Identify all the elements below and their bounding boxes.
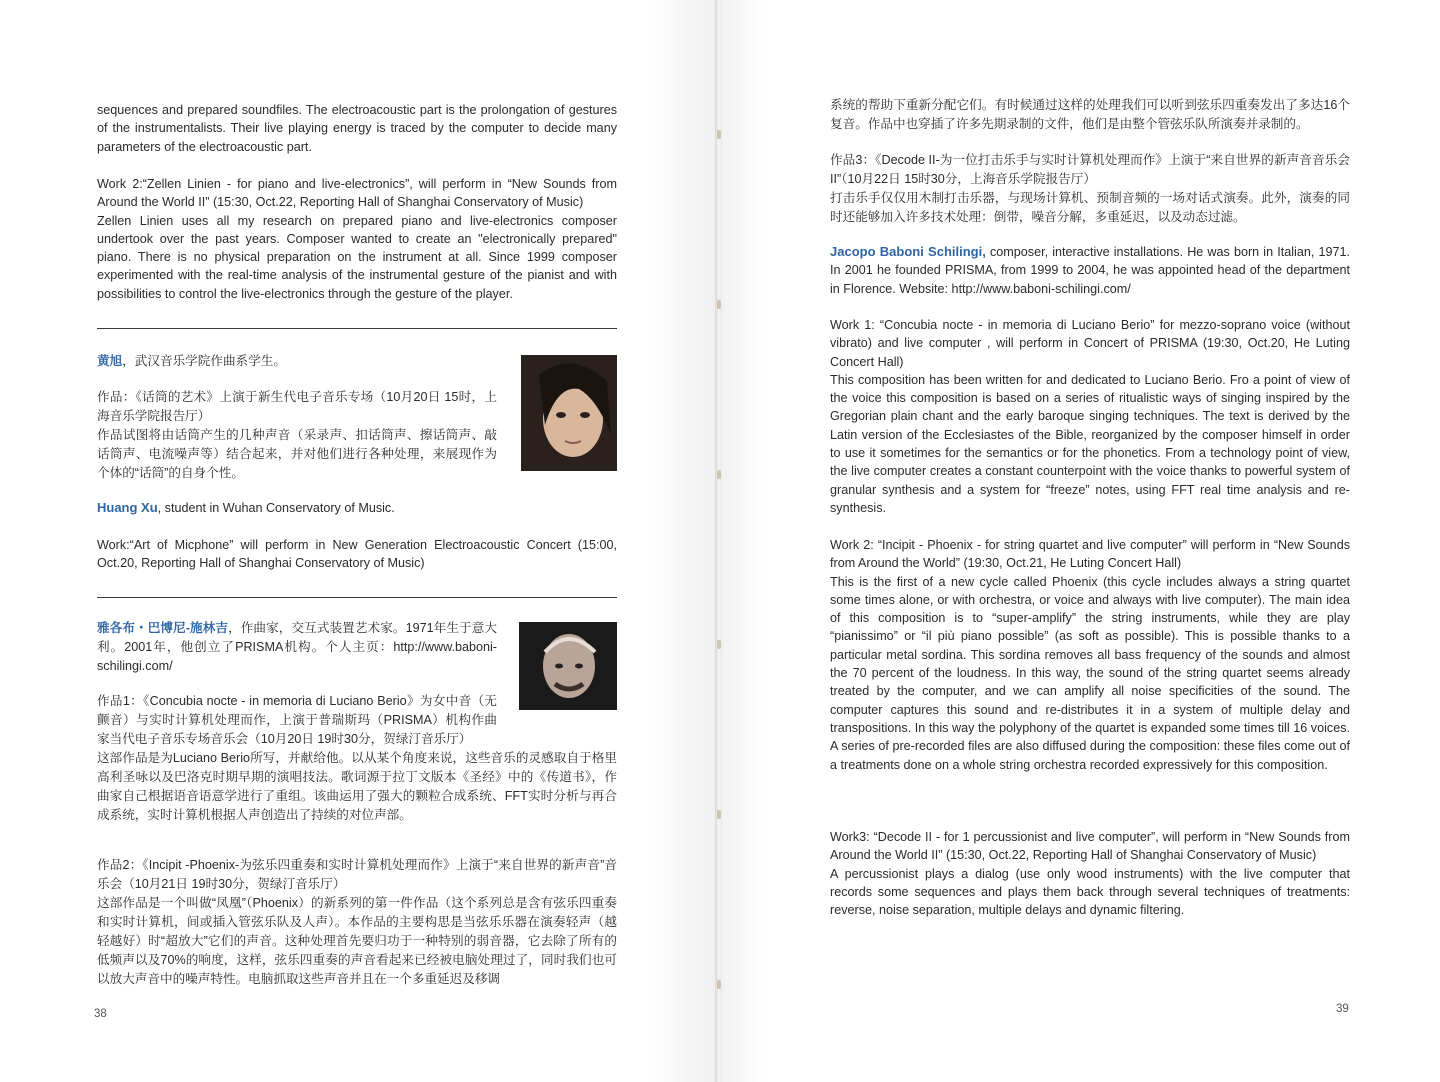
right-page <box>722 0 1440 1082</box>
continuation-zh: 系统的帮助下重新分配它们。有时候通过这样的处理我们可以听到弦乐四重奏发出了多达16个复音。作品中也穿插了许多先期录制的文件，他们是由整个管弦乐队所演奏并录制的。 <box>830 98 1350 131</box>
jacopo-name-en: Jacopo Baboni Schilingi, <box>830 244 986 259</box>
stitch-mark <box>717 470 721 479</box>
stitch-mark <box>717 640 721 649</box>
stitch-mark <box>717 810 721 819</box>
work3-desc-zh: 打击乐手仅仅用木制打击乐器，与现场计算机、预制音频的一场对话式演奏。此外，演奏的同时还能够加入许多技术处理：倒带，噪音分解，多重延迟，以及动态过滤。 <box>830 191 1350 224</box>
work2-en-block <box>830 536 1350 774</box>
work2-block <box>97 175 617 303</box>
stitch-mark <box>717 130 721 139</box>
huang-zh-block <box>97 352 517 371</box>
huang-name-en: Huang Xu <box>97 500 158 515</box>
work2-title: Work 2:“Zellen Linien - for piano and live-electronics”, will perform in “New Sounds from Around the World II” (15:30, Oct.22, Reporting Hall of Shanghai Conservatory of Music) <box>97 177 617 210</box>
jacopo-name-zh: 雅各布・巴博尼-施林吉 <box>97 621 229 635</box>
huang-work-zh-block <box>97 388 497 483</box>
jacopo-en-bio-block <box>830 243 1350 298</box>
jacopo-work1-zh-block <box>97 692 617 825</box>
work3-zh-block <box>830 151 1350 227</box>
jacopo-bio-en: Jacopo Baboni Schilingi, composer, interactive installations. He was born in Italian, 1971. In 2001 he founded PRISMA, from 1999 to 2004, he was appointed head of the department in Florence. Website: http://www.baboni-schilingi.com/ <box>830 244 1350 296</box>
jacopo-work2-zh: 作品2：《Incipit -Phoenix-为弦乐四重奏和实时计算机处理而作》上演于“来自世界的新声音”音乐会（10月21日 19时30分，贺绿汀音乐厅） <box>97 858 617 891</box>
jacopo-work2-zh-block <box>97 856 617 989</box>
work3-en-block <box>830 828 1350 919</box>
section-divider-2 <box>97 597 617 598</box>
work1-description: This composition has been written for and dedicated to Luciano Berio. Fro a point of view of the voice this composition is based on a series of ritualistic ways of singing inspired by the Gregorian plain chant and the early baroque singing techniques. The text is derived by the Latin version of the Ecclesiastes of the Bible, reorganized by the composer himself in order to use it sometimes for the semantics or for the phonetics. From a technology point of view, the live computer creates a constant counterpoint with the voice thanks to powerful system of granular synthesis and a system for “freeze” notes, using FFT real time analysis and re-synthesis. <box>830 372 1350 515</box>
jacopo-work1-desc-zh: 这部作品是为Luciano Berio所写，并献给他。以从某个角度来说，这些音乐的灵感取自于格里高利圣咏以及巴洛克时期早期的演唱技法。歌词源于拉丁文版本《圣经》中的《传道书》，作曲家自己根据语音语意学进行了重组。该曲运用了强大的颗粒合成系统、FFT实时分析与再合成系统，实时计算机根据人声创造出了持续的对位声部。 <box>97 751 617 822</box>
jacopo-zh-bio-block <box>97 619 497 676</box>
huang-work-en: Work:“Art of Micphone” will perform in New Generation Electroacoustic Concert (15:00, Oct.20, Reporting Hall of Shanghai Conservatory of Music) <box>97 538 617 571</box>
work2-description: Zellen Linien uses all my research on prepared piano and live-electronics composer undertook over the past years. Composer wanted to create an "electronically prepared" piano. There is no physical preparation on the instrument at all. Since 1999 composer experimented with the real-time analysis of the instrumental gesture of the pianist and with possibilities to control the live-electronics through the gesture of the player. <box>97 213 617 301</box>
continuation-zh-block <box>830 96 1350 134</box>
work3-zh: 作品3：《Decode II-为一位打击乐手与实时计算机处理而作》上演于“来自世界的新声音音乐会II”（10月22日 15时30分，上海音乐学院报告厅） <box>830 153 1350 186</box>
portrait-image <box>521 355 617 471</box>
jacopo-work1-zh: 作品1：《Concubia nocte - in memoria di Luciano Berio》为女中音（无颤音）与实时计算机处理而作，上演于普瑞斯玛（PRISMA）机构作曲家当代电子音乐专场音乐会（10月20日 19时30分，贺绿汀音乐厅） <box>97 694 497 746</box>
work1-title: Work 1: “Concubia nocte - in memoria di Luciano Berio” for mezzo-soprano voice (without vibrato) and live computer , will perform in Concert of PRISMA (19:30, Oct.20, He Luting Concert Hall) <box>830 318 1350 369</box>
work2-title-en: Work 2: “Incipit - Phoenix - for string quartet and live computer” will perform in “New Sounds from Around the World” (19:30, Oct.21, He Luting Concert Hall) <box>830 538 1350 571</box>
jacopo-bio-zh: 雅各布・巴博尼-施林吉，作曲家，交互式装置艺术家。1971年生于意大利。2001年，他创立了PRISMA机构。个人主页：http://www.baboni-schilingi.com/ <box>97 621 497 673</box>
page-number-right: 39 <box>1336 1003 1349 1015</box>
stitch-mark <box>717 980 721 989</box>
huang-bio-en: Huang Xu, student in Wuhan Conservatory of Music. <box>97 500 395 515</box>
huang-desc-zh: 作品试图将由话筒产生的几种声音（采录声、扣话筒声、擦话筒声、敲话筒声、电流噪声等）结合起来，并对他们进行各种处理，来展现作为个体的“话筒”的自身个性。 <box>97 428 497 480</box>
left-page <box>0 0 718 1082</box>
huang-bio-zh: 黄旭，武汉音乐学院作曲系学生。 <box>97 354 286 368</box>
intro-paragraph: sequences and prepared soundfiles. The electroacoustic part is the prolongation of gestures of the instrumentalists. Their live playing energy is traced by the computer to decide many parameters of the electroacoustic part. <box>97 103 617 154</box>
intro-paragraph-block <box>97 101 617 156</box>
page-number-left: 38 <box>94 1008 107 1020</box>
work3-title-en: Work3: “Decode II - for 1 percussionist and live computer”, will perform in “New Sounds from Around the World II” (15:30, Oct.22, Reporting Hall of Shanghai Conservatory of Music) <box>830 830 1350 863</box>
work1-en-block <box>830 316 1350 517</box>
huang-work-zh: 作品：《话筒的艺术》上演于新生代电子音乐专场（10月20日 15时，上海音乐学院报告厅） <box>97 390 497 423</box>
work2-description-en: This is the first of a new cycle called Phoenix (this cycle includes always a string quartet some times alone, or with orchestra, or voice and always with live computer). The main idea of this composition is to “super-amplify” the string instruments, while they are play “pianissimo” or “il più piano possible” (as soft as possible). This is possible thanks to a particular metal sordina. This sordina removes all bass frequency of the sounds and almost the 70 percent of the loudness. In this way, the sound of the string quartet seems already treated by the computer, and we can amplify all noise specificities of the sound. The computer captures this sound and re-distributes it in a system of multiple delay and transpositions. In this way the polyphony of the quartet is expanded some times till 16 voices. A series of pre-recorded files are also diffused during the composition: these files come out of a treatments done on a whole string orchestra recorded expressively for this composition. <box>830 574 1350 772</box>
huang-name-zh: 黄旭 <box>97 354 123 368</box>
section-divider <box>97 328 617 329</box>
huang-en-block <box>97 499 617 517</box>
work3-description-en: A percussionist plays a dialog (use only wood instruments) with the live computer that records some sequences and plays them back through several techniques of treatments: reverse, noise separation, multiple delays and dynamic filtering. <box>830 866 1350 918</box>
jacopo-work2-desc-zh: 这部作品是一个叫做“凤凰”（Phoenix）的新系列的第一件作品（这个系列总是含有弦乐四重奏和实时计算机，间或插入管弦乐队及人声）。本作品的主要构思是当弦乐乐器在演奏轻声（越轻越好）时“超放大”它们的声音。这种处理首先要归功于一种特别的弱音器，它去除了所有的低频声以及70%的响度，这样，弦乐四重奏的声音看起来已经被电脑处理过了，同时我们也可以放大声音中的噪声特性。电脑抓取这些声音并且在一个多重延迟及移调 <box>97 896 617 986</box>
huang-work-en-block <box>97 536 617 573</box>
stitch-mark <box>717 300 721 309</box>
huang-xu-portrait <box>521 355 617 471</box>
